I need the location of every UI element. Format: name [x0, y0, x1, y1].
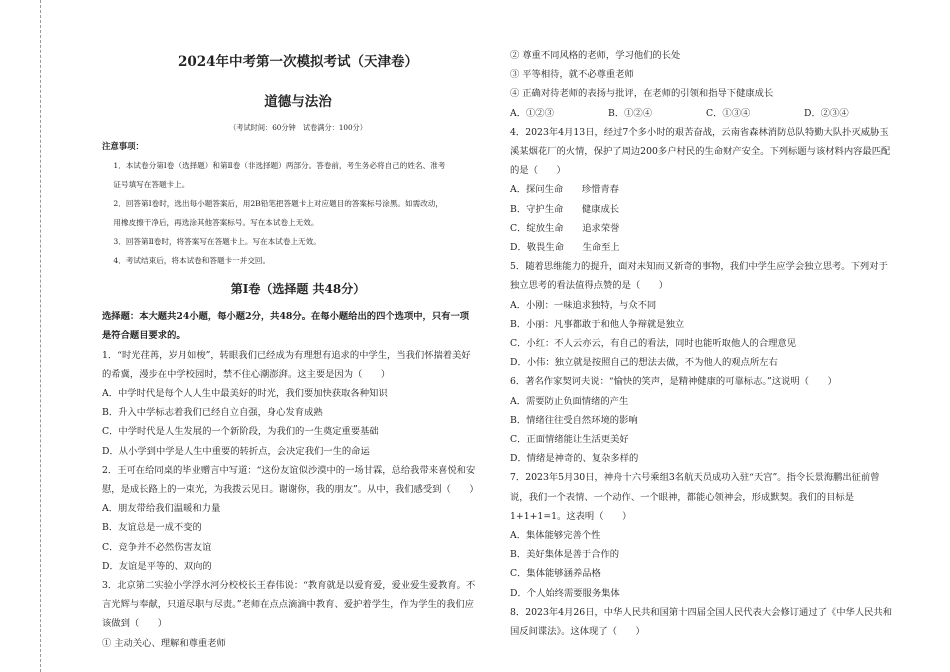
question-line: C．竞争并不必然伤害友谊: [102, 541, 212, 553]
answer-option: C．①③④: [706, 107, 751, 119]
question-line: 说，我们一个表情、一个动作、一个眼神，都能心领神会，形成默契。我们的目标是: [510, 491, 854, 503]
question-line: D．小伟：独立就是按照自己的想法去做，不为他人的观点所左右: [510, 357, 778, 369]
notice-item: 1．本试卷分第Ⅰ卷（选择题）和第Ⅱ卷（非选择题）两部分。答卷前，考生务必将自己的姓名、准考: [113, 161, 446, 171]
question-line: 5．随着思维能力的提升，面对未知而又新奇的事物，我们中学生应学会独立思考。下列对于: [510, 261, 888, 273]
question-line: 1+1+1=1。这表明（ ）: [510, 510, 632, 522]
question-line: 的是（ ）: [510, 165, 566, 177]
notice-heading: 注意事项：: [102, 141, 144, 151]
question-line: 4．2023年4月13日，经过7个多小时的艰苦奋战，云南省森林消防总队特勤大队扑灭威胁玉: [510, 126, 889, 138]
exam-title: 2024年中考第一次模拟考试（天津卷）: [177, 54, 419, 70]
question-line: 7．2023年5月30日，神舟十六号乘组3名航天员成功入驻“天宫”。指令长景海鹏出征前曾: [510, 472, 880, 484]
exam-subject: 道德与法治: [264, 94, 332, 110]
question-line: 8．2023年4月26日，中华人民共和国第十四届全国人民代表大会修订通过了《中华人民共和: [510, 606, 893, 618]
notice-item: 3．回答第Ⅱ卷时，将答案写在答题卡上。写在本试卷上无效。: [113, 237, 321, 247]
exam-info: （考试时间：60分钟 试卷满分：100分）: [229, 123, 367, 132]
notice-item: 2．回答第Ⅰ卷时，选出每小题答案后，用2B铅笔把答题卡上对应题目的答案标号涂黑。如需改动，: [113, 199, 443, 209]
question-line: ④ 正确对待老师的表扬与批评，在老师的引领和指导下健康成长: [510, 88, 774, 100]
question-line: D．情绪是神奇的、复杂多样的: [510, 453, 639, 465]
question-line: ② 尊重不同风格的老师，学习他们的长处: [510, 50, 681, 61]
question-line: 言光辉与奉献，只道尽职与尽责。”老师在点点滴滴中教育、爱护着学生，作为学生的我们应: [102, 599, 474, 611]
question-line: D．从小学到中学是人生中重要的转折点，会决定我们一生的命运: [102, 445, 370, 457]
question-line: D．个人始终需要服务集体: [510, 587, 620, 599]
q3-options: [510, 104, 902, 123]
answer-option: D．②③④: [804, 107, 849, 119]
question-line: B．升入中学标志着我们已经自立自强，身心发育成熟: [102, 407, 323, 419]
question-line: 国反间谍法》。这体现了（ ）: [510, 626, 645, 638]
section-instructions-2: 是符合题目要求的。: [102, 330, 186, 342]
question-line: C．正面情绪能让生活更美好: [510, 434, 629, 446]
notice-item: 4．考试结束后，将本试卷和答题卡一并交回。: [113, 256, 271, 266]
notice-item: 用橡皮擦干净后，再选涂其他答案标号。写在本试卷上无效。: [113, 218, 319, 228]
answer-option: A．①②③: [510, 107, 554, 119]
question-line: ③ 平等相待，就不必尊重老师: [510, 69, 634, 81]
section-title: 第Ⅰ卷（选择题 共48分）: [230, 282, 366, 297]
question-line: 溪某烟花厂的火情，保护了周边200多户村民的生命财产安全。下列标题与该材料内容最匹配: [510, 146, 891, 158]
q3-statements: [510, 46, 902, 104]
question-line: A．朋友带给我们温暖和力量: [102, 503, 221, 515]
question-line: C．绽放生命 追求荣誉: [510, 222, 620, 234]
left-questions: [102, 346, 494, 653]
question-line: A．中学时代是每个人人生中最美好的时光，我们要加快获取各种知识: [102, 388, 388, 400]
answer-option: B．①②④: [608, 107, 653, 119]
question-line: 2．王可在给同桌的毕业赠言中写道：“这份友谊似沙漠中的一场甘霖，总给我带来喜悦和安: [102, 464, 476, 476]
notice-item: 证号填写在答题卡上。: [113, 180, 190, 190]
question-line: 慰，是成长路上的一束光，为我拨云见日。谢谢你，我的朋友”。从中，我们感受到（ ）: [102, 484, 479, 496]
question-line: D．友谊是平等的、双向的: [102, 560, 212, 572]
right-questions: [510, 123, 902, 641]
question-line: B．美好集体是善于合作的: [510, 549, 620, 561]
question-line: A．探问生命 珍惜青春: [510, 184, 619, 196]
question-line: B．小丽：凡事都敢于和他人争辩就是独立: [510, 318, 685, 330]
question-line: C．中学时代是人生发展的一个新阶段，为我们的一生奠定重要基础: [102, 426, 379, 438]
question-line: C．小红：不人云亦云，有自己的看法，同时也能听取他人的合理意见: [510, 338, 797, 350]
question-line: B．守护生命 健康成长: [510, 203, 620, 215]
binding-line: [40, 0, 41, 672]
left-column: [102, 0, 494, 653]
question-line: 6．著名作家契诃夫说：“愉快的笑声，是精神健康的可靠标志。”这说明（ ）: [510, 376, 837, 388]
question-line: 1．“时光荏苒，岁月如梭”，转眼我们已经成为有理想有追求的中学生，当我们怀揣着美好: [102, 349, 471, 361]
question-line: 的希冀，漫步在中学校园时，禁不住心潮澎湃。这主要是因为（ ）: [102, 368, 391, 380]
right-column: [510, 46, 902, 641]
question-line: A．小刚：一味追求独特，与众不同: [510, 299, 657, 311]
section-instructions-1: 选择题：本大题共24小题，每小题2分，共48分。在每小题给出的四个选项中，只有一项: [102, 311, 470, 323]
question-line: A．需要防止负面情绪的产生: [510, 395, 629, 407]
question-line: B．情绪往往受自然环境的影响: [510, 414, 638, 426]
question-line: C．集体能够涵养品格: [510, 568, 601, 580]
question-line: A．集体能够完善个性: [510, 530, 601, 542]
question-line: D．敬畏生命 生命至上: [510, 242, 620, 254]
question-line: ① 主动关心、理解和尊重老师: [102, 637, 226, 649]
question-line: 该做到（ ）: [102, 618, 168, 630]
question-line: 独立思考的看法值得点赞的是（ ）: [510, 280, 669, 292]
question-line: 3．北京第二实验小学浮水河分校校长王春伟说：“教育就是以爱育爱，爱业爱生爱教育。不: [102, 580, 476, 592]
question-line: B．友谊总是一成不变的: [102, 522, 202, 534]
notice-list: [102, 156, 494, 270]
